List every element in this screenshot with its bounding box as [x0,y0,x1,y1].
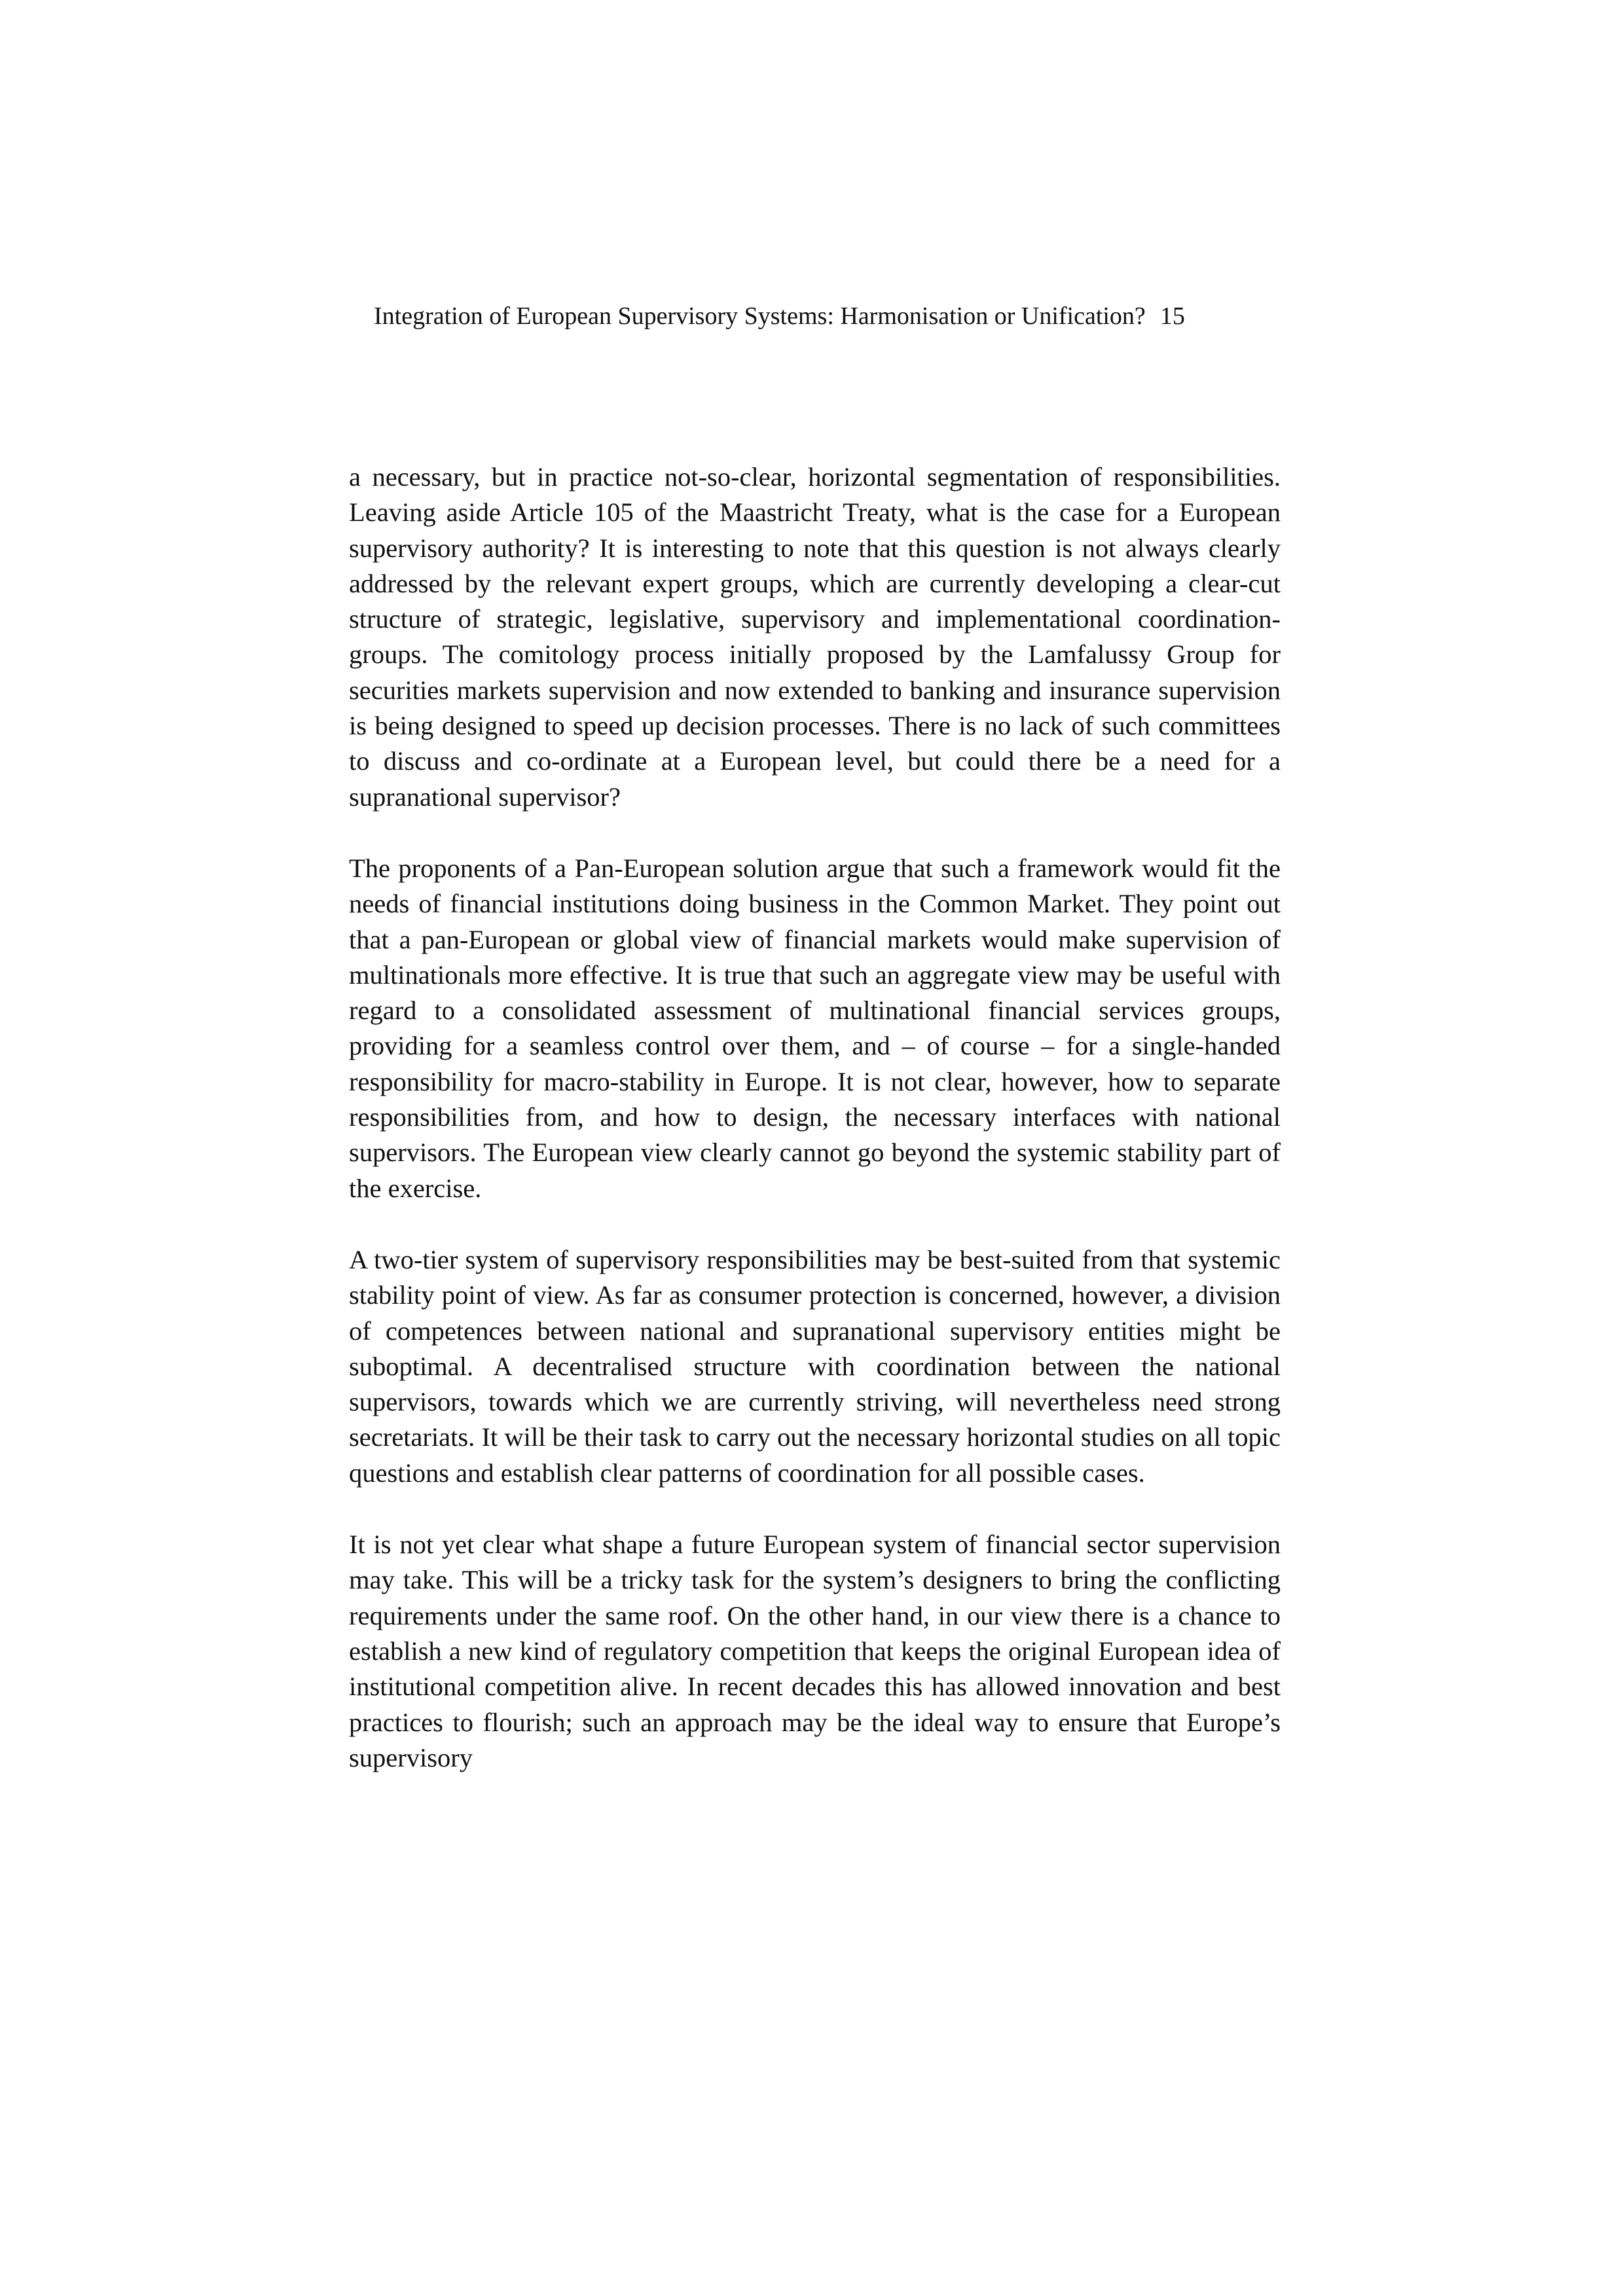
body-text [349,459,1281,1776]
paragraph: The proponents of a Pan-European solution argue that such a framework would fit the needs of financial institutions doing business in the Common Market. They point out that a pan-European or global view of financial markets would make supervision of multinationals more effective. It is true that such an aggregate view may be useful with regard to a consolidated assessment of multinational financial services groups, providing for a seamless control over them, and – of course – for a single-handed responsibility for macro-stability in Europe. It is not clear, however, how to separate responsibilities from, and how to design, the necessary interfaces with national supervisors. The European view clearly cannot go beyond the systemic stability part of the exercise. [349,853,1281,1203]
paragraph: A two-tier system of supervisory responsibilities may be best-suited from that systemic stability point of view. As far as consumer protection is concerned, however, a division of competences between national and supranational supervisory entities might be suboptimal. A decentralised structure with coordination between the national supervisors, towards which we are currently striving, will nevertheless need strong secretariats. It will be their task to carry out the necessary horizontal studies on all topic questions and establish clear patterns of coordination for all possible cases. [349,1244,1281,1488]
running-header [374,300,1277,332]
page-number: 15 [1159,302,1185,330]
paragraph: a necessary, but in practice not-so-clear, horizontal segmentation of responsibilities. Leaving aside Article 105 of the Maastricht Treaty, what is the case for a European supervisory authority? It is interesting to note that this question is not always clearly addressed by the relevant expert groups, which are currently developing a clear-cut structure of strategic, legislative, supervisory and implementational coordination-groups. The comitology process initially proposed by the Lamfalussy Group for securities markets supervision and now extended to banking and insurance supervision is being designed to speed up decision processes. There is no lack of such committees to discuss and co-ordinate at a European level, but could there be a need for a supranational supervisor? [349,462,1281,812]
paragraph: It is not yet clear what shape a future European system of financial sector supervision may take. This will be a tricky task for the system’s designers to bring the conflicting requirements under the same roof. On the other hand, in our view there is a chance to establish a new kind of regulatory competition that keeps the original European idea of institutional competition alive. In recent decades this has allowed innovation and best practices to flourish; such an approach may be the ideal way to ensure that Europe’s supervisory [349,1530,1281,1772]
running-title: Integration of European Supervisory Systems: Harmonisation or Unification? [374,302,1146,330]
